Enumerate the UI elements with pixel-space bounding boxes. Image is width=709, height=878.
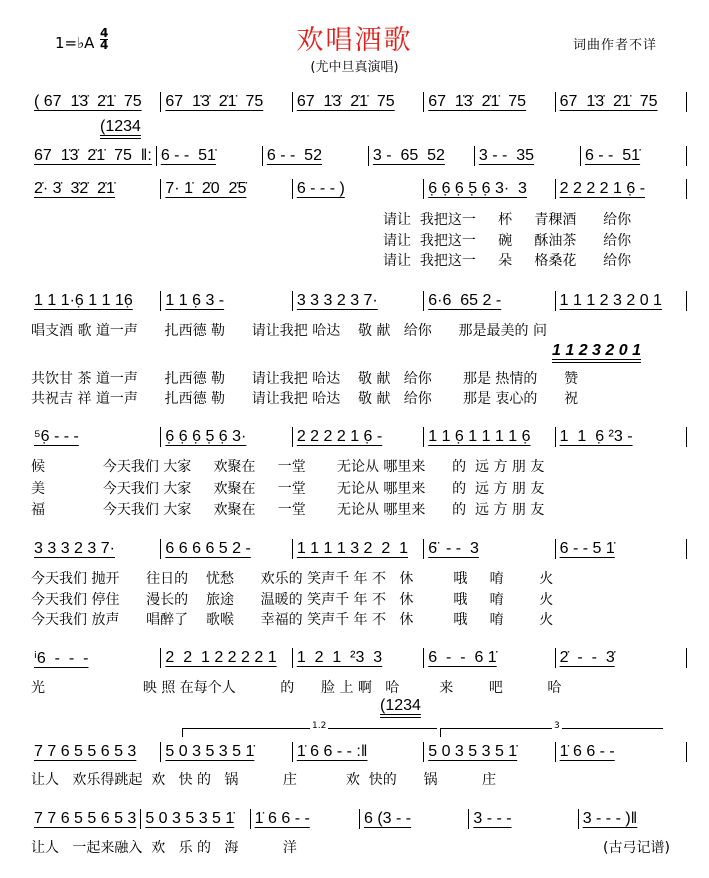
notation-row [30, 179, 687, 199]
barline [686, 291, 687, 311]
measure: 7 7 6 5 5 6 5 3 [34, 743, 137, 760]
measure: 6̣ 6̣ 6̣ 5̣ 6̣ 3· 3 [428, 180, 527, 197]
measure: 6 (3 - - [364, 810, 412, 827]
lyric-line: 光 映 照 在每个人 的 脸 上 啊 哈 来 吧 哈 [31, 680, 562, 696]
measure: 67 1̇3̇ 2̇1̇ 75 [165, 93, 264, 110]
notation-row [30, 92, 687, 112]
measure: 67 1̇3̇ 2̇1̇ 75 ‖: [34, 147, 152, 164]
measure: 1 1 6̣ 3 - [165, 292, 225, 309]
measure: ⁵6̣ - - - [34, 428, 79, 445]
measure: 1̇ 6 6 - - :‖ [296, 743, 368, 760]
transcriber-credit: (古弓记谱) [603, 840, 670, 856]
lyric-line: 共饮甘 茶 道一声 扎西德 勒 请让我把 哈达 敬 献 给你 那是 热情的 赞 [31, 371, 579, 387]
measure: ( 67 1̇3̇ 2̇1̇ 75 [34, 93, 142, 110]
measure: 5 0 3 5 3 5 1̇ [428, 743, 518, 760]
barline [686, 146, 687, 166]
key-signature: 1=♭A [55, 34, 95, 52]
notation-row [30, 809, 687, 829]
measure: 1 1 1·6̣ 1 1 16̣ [34, 292, 133, 309]
barline [686, 92, 687, 112]
measure: 1 2 1 ²3 3 [296, 649, 383, 666]
lyric-line: 请让 我把这一 杯 青稞酒 给你 [383, 212, 632, 228]
measure: 3 - - - [473, 810, 512, 827]
measure: 67 1̇3̇ 2̇1̇ 75 [296, 93, 395, 110]
measure: 5 0 3 5 3 5 1̇ [165, 743, 255, 760]
alt-notes: 1 1 2 3 2 0 1 [552, 342, 641, 359]
measure: 2 2 2 2 1 6̣ - [559, 180, 646, 197]
measure: 6·6 65 2 - [428, 292, 502, 309]
notation-row [30, 291, 687, 311]
measure: 6 - - - ) [296, 180, 345, 197]
measure: 3 3 3 2 3 7· [34, 540, 115, 557]
notation-row [30, 539, 687, 559]
pickup-chorus: (1234 [380, 697, 421, 714]
measure: 5 0 3 5 3 5 1̇ [145, 810, 235, 827]
measure: 1̇ 6 6 - - [559, 743, 615, 760]
measure: 67 1̇3̇ 2̇1̇ 75 [559, 93, 658, 110]
pickup-intro: (1234 [100, 118, 141, 135]
measure: 1̇ 6 6 - - [254, 810, 310, 827]
measure: 6 - - 51̇ [160, 147, 216, 164]
measure: 2 2 2 2 1 6̣ - [296, 428, 383, 445]
measure: 2 2 1 2 2 2 2 1 [165, 649, 277, 666]
measure: 67 1̇3̇ 2̇1̇ 75 [428, 93, 527, 110]
lyric-line: 候 今天我们 大家 欢聚在 一堂 无论从 哪里来 的 远 方 朋 友 [31, 459, 545, 475]
song-title: 欢唱酒歌 [296, 25, 413, 56]
measure: 7· 1̇ 2̇0 2̇5̇ [165, 180, 247, 197]
measure: 6̣ 6̣ 6̣ 5̣ 6̣ 3· [165, 428, 247, 445]
lyric-line: 唱支酒 歌 道一声 扎西德 勒 请让我把 哈达 敬 献 给你 那是最美的 问 [31, 323, 547, 339]
measure: 1 1 1 2 3 2 0 1 [559, 292, 662, 309]
measure: 6 6 6 6 5 2 - [165, 540, 251, 557]
lyric-line: 请让 我把这一 碗 酥油茶 给你 [383, 233, 632, 249]
notation-row [30, 648, 687, 668]
volta-first: 1.2 [182, 728, 437, 737]
lyric-line: 美 今天我们 大家 欢聚在 一堂 无论从 哪里来 的 远 方 朋 友 [31, 481, 545, 497]
measure: 1 1 6̣ ²3 - [559, 428, 633, 445]
barline [686, 648, 687, 668]
measure: 1 1 6̣ 1 1 1 1 6̣ [428, 428, 531, 445]
measure: 6 - - 52 [266, 147, 322, 164]
lyric-line: 请让 我把这一 朵 格桑花 给你 [383, 253, 632, 269]
measure: 3 - - 35 [478, 147, 535, 164]
notation-row [30, 427, 687, 447]
barline [686, 179, 687, 199]
measure: 6 - - 6 1̇ [428, 649, 497, 666]
lyric-line: 共祝吉 祥 道一声 扎西德 勒 请让我把 哈达 敬 献 给你 那是 衷心的 祝 [31, 391, 579, 407]
measure: 3 - - - )‖ [582, 810, 638, 827]
lyric-line: 让人 一起来融入 欢 乐 的 海 洋 [31, 840, 297, 856]
measure: 2̇· 3̇ 3̇2̇ 2̇1̇ [34, 180, 115, 197]
measure: 6̈ - - 3 [428, 540, 479, 557]
measure: ⁱ6 - - - [34, 650, 89, 667]
notation-row [30, 146, 687, 166]
measure: 1 1 1 1 3 2 2 1 [296, 540, 409, 557]
barline [686, 742, 687, 762]
lyric-line: 福 今天我们 大家 欢聚在 一堂 无论从 哪里来 的 远 方 朋 友 [31, 502, 545, 518]
barline [686, 427, 687, 447]
measure: 3 3 3 2 3 7· [296, 292, 378, 309]
measure: 6 - - 5 1̇ [559, 540, 615, 557]
measure: 2̇ - - 3̇ [559, 649, 615, 666]
measure: 3 - 65 52 [372, 147, 445, 164]
time-signature: 4 4 [100, 26, 109, 52]
measure: 7 7 6 5 5 6 5 3 [34, 810, 137, 827]
composer-credit: 词曲作者不详 [573, 38, 658, 53]
lyric-line: 今天我们 放声 唱醉了 歌喉 幸福的 笑声千 年 不 休 哦 唷 火 [31, 612, 554, 628]
lyric-line: 让人 欢乐得跳起 欢 快 的 锅 庄 欢 快的 锅 庄 [31, 772, 496, 788]
volta-second: 3 [440, 728, 663, 737]
barline [686, 539, 687, 559]
measure: 6 - - 51̇ [584, 147, 641, 164]
notation-row [30, 742, 687, 762]
lyric-line: 今天我们 抛开 往日的 忧愁 欢乐的 笑声千 年 不 休 哦 唷 火 [31, 571, 554, 587]
performer: (尤中旦真演唱) [310, 60, 399, 75]
lyric-line: 今天我们 停住 漫长的 旅途 温暖的 笑声千 年 不 休 哦 唷 火 [31, 592, 554, 608]
